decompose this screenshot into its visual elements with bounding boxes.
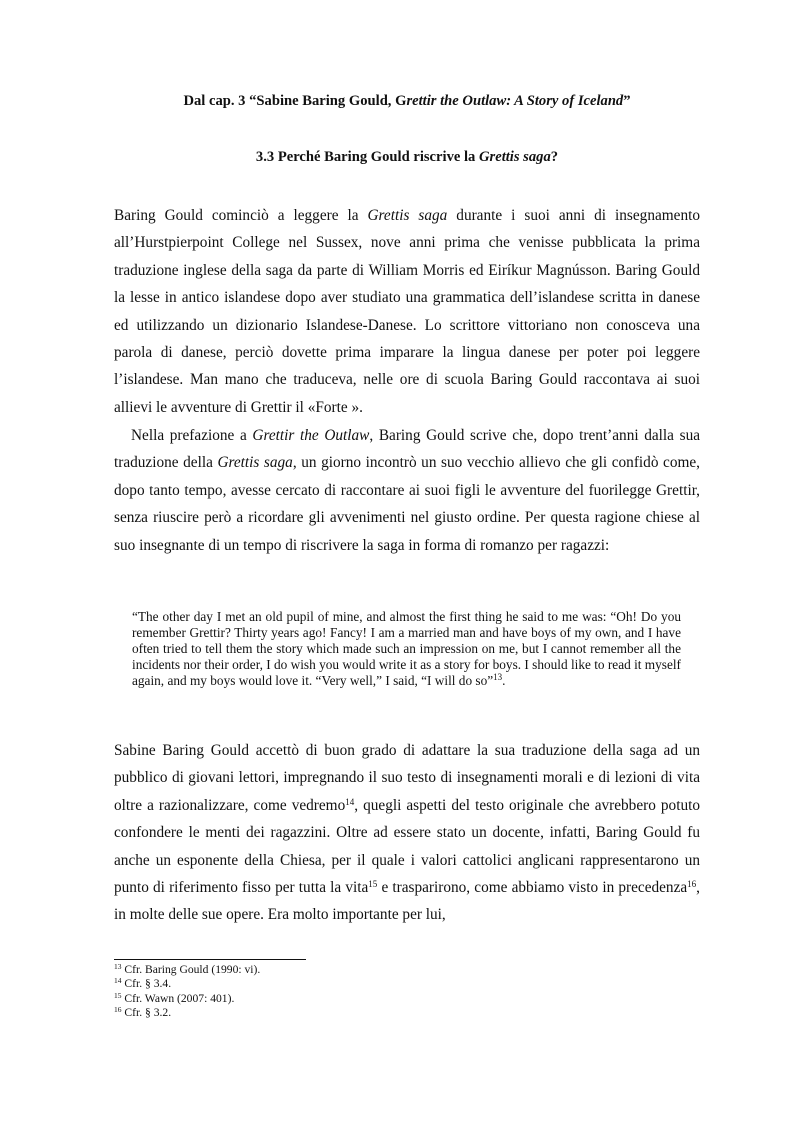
block-quote bbox=[132, 609, 681, 689]
footnote-ref-16: 16 bbox=[687, 879, 697, 890]
chapter-heading-text: Dal cap. 3 “Sabine Baring Gould, G bbox=[183, 93, 407, 109]
paragraph-3-text-d: , in molte delle sue opere. Era molto importante per lui, bbox=[114, 879, 700, 924]
chapter-heading-italic: rettir the Outlaw: A Story of Iceland bbox=[406, 93, 624, 109]
paragraph-1-text-b: durante i suoi anni di insegnamento all’Hurstpierpoint College nel Sussex, nove anni prima che venisse pubblicata la prima traduzione inglese della saga da parte di William Morris ed Eiríkur Magnússon. Baring Gould la lesse in antico islandese dopo aver studiato una grammatica dell’islandese scritta in danese ed utilizzando un dizionario Islandese-Danese. Lo scrittore vittoriano non conosceva una parola di danese, perciò dovette prima imparare la lingua danese per poter poi leggere l’islandese. Man mano che traduceva, nelle ore di scuola Baring Gould raccontava ai suoi allievi le avventure di Grettir il «Forte ». bbox=[114, 207, 700, 416]
footnote-number: 13 bbox=[114, 962, 122, 971]
footnote-divider bbox=[114, 959, 306, 960]
footnote-number: 15 bbox=[114, 990, 122, 1000]
paragraph-3-text-b: , quegli aspetti del testo originale che avrebbero potuto confondere le menti dei ragazzini. Oltre ad essere stato un docente, infatti, Baring Gould fu anche un esponente della Chiesa, per il quale i valori cattolici anglicani rappresentarono un punto di riferimento fisso per tutta la vita bbox=[114, 796, 700, 897]
footnote-ref-15: 15 bbox=[368, 879, 378, 890]
footnote-item bbox=[114, 1006, 700, 1020]
paragraph-1 bbox=[114, 202, 700, 421]
footnote-number: 14 bbox=[114, 976, 122, 986]
paragraph-2-text-a: Nella prefazione a bbox=[131, 427, 253, 444]
footnote-ref-14: 14 bbox=[345, 796, 355, 807]
paragraph-3 bbox=[114, 737, 700, 929]
paragraph-2-text-b: , Baring Gould scrive che, dopo trent’anni dalla sua traduzione della bbox=[114, 427, 701, 472]
paragraph-2-italic-b: Grettis saga bbox=[217, 454, 293, 472]
block-quote-end: . bbox=[502, 672, 506, 688]
paragraph-1-text-a: Baring Gould cominciò a leggere la bbox=[114, 207, 368, 224]
footnote-text: Cfr. Baring Gould (1990: vi). bbox=[121, 963, 261, 976]
paragraph-2-text-c: , un giorno incontrò un suo vecchio allievo che gli confidò come, dopo tanto tempo, avesse cercato di raccontare ai suoi figli le avventure del fuorilegge Grettir, senza riuscire però a ricordare gli avvenimenti nel giusto ordine. Per questa ragione chiese al suo insegnante di un tempo di riscrivere la saga in forma di romanzo per ragazzi: bbox=[114, 454, 700, 554]
paragraph-1-italic: Grettis saga bbox=[367, 207, 448, 224]
footnote-text: Cfr. Wawn (2007: 401). bbox=[121, 991, 235, 1005]
section-heading-end: ? bbox=[550, 149, 559, 165]
paragraph-2-italic-a: Grettir the Outlaw bbox=[252, 427, 370, 444]
footnotes-list bbox=[114, 963, 700, 1020]
paragraph-3-text-a: Sabine Baring Gould accettò di buon grado di adattare la sua traduzione della saga ad un pubblico di giovani lettori, impregnando il suo testo di insegnamenti morali e di lezioni di vita oltre a razionalizzare, come vedremo bbox=[114, 742, 700, 814]
paragraph-2 bbox=[114, 422, 700, 559]
footnote-text: Cfr. § 3.4. bbox=[121, 977, 172, 991]
section-heading-text: 3.3 Perché Baring Gould riscrive la bbox=[255, 149, 479, 165]
chapter-heading-end: ” bbox=[623, 93, 631, 109]
footnote-item bbox=[114, 977, 700, 991]
footnote-text: Cfr. § 3.2. bbox=[121, 1005, 172, 1019]
footnote-number: 16 bbox=[114, 1004, 122, 1014]
footnote-item bbox=[114, 992, 700, 1006]
footnote-item bbox=[114, 963, 700, 977]
section-heading bbox=[114, 149, 700, 166]
footnote-ref-13: 13 bbox=[493, 671, 503, 682]
chapter-heading bbox=[114, 93, 700, 110]
section-heading-italic: Grettis saga bbox=[479, 149, 551, 165]
block-quote-text: “The other day I met an old pupil of mine, and almost the first thing he said to me was: “Oh! Do you remember Grettir? Thirty years ago! Fancy! I am a married man and have boys of my own, and I have often tried to tell them the story which made such an impression on me, but I cannot remember all the incidents nor their order, I do wish you would write it as a story for boys. I should like to read it myself again, and my boys would love it. “Very well,” I said, “I will do so” bbox=[132, 609, 681, 688]
paragraph-3-text-c: e trasparirono, come abbiamo visto in precedenza bbox=[377, 879, 688, 897]
